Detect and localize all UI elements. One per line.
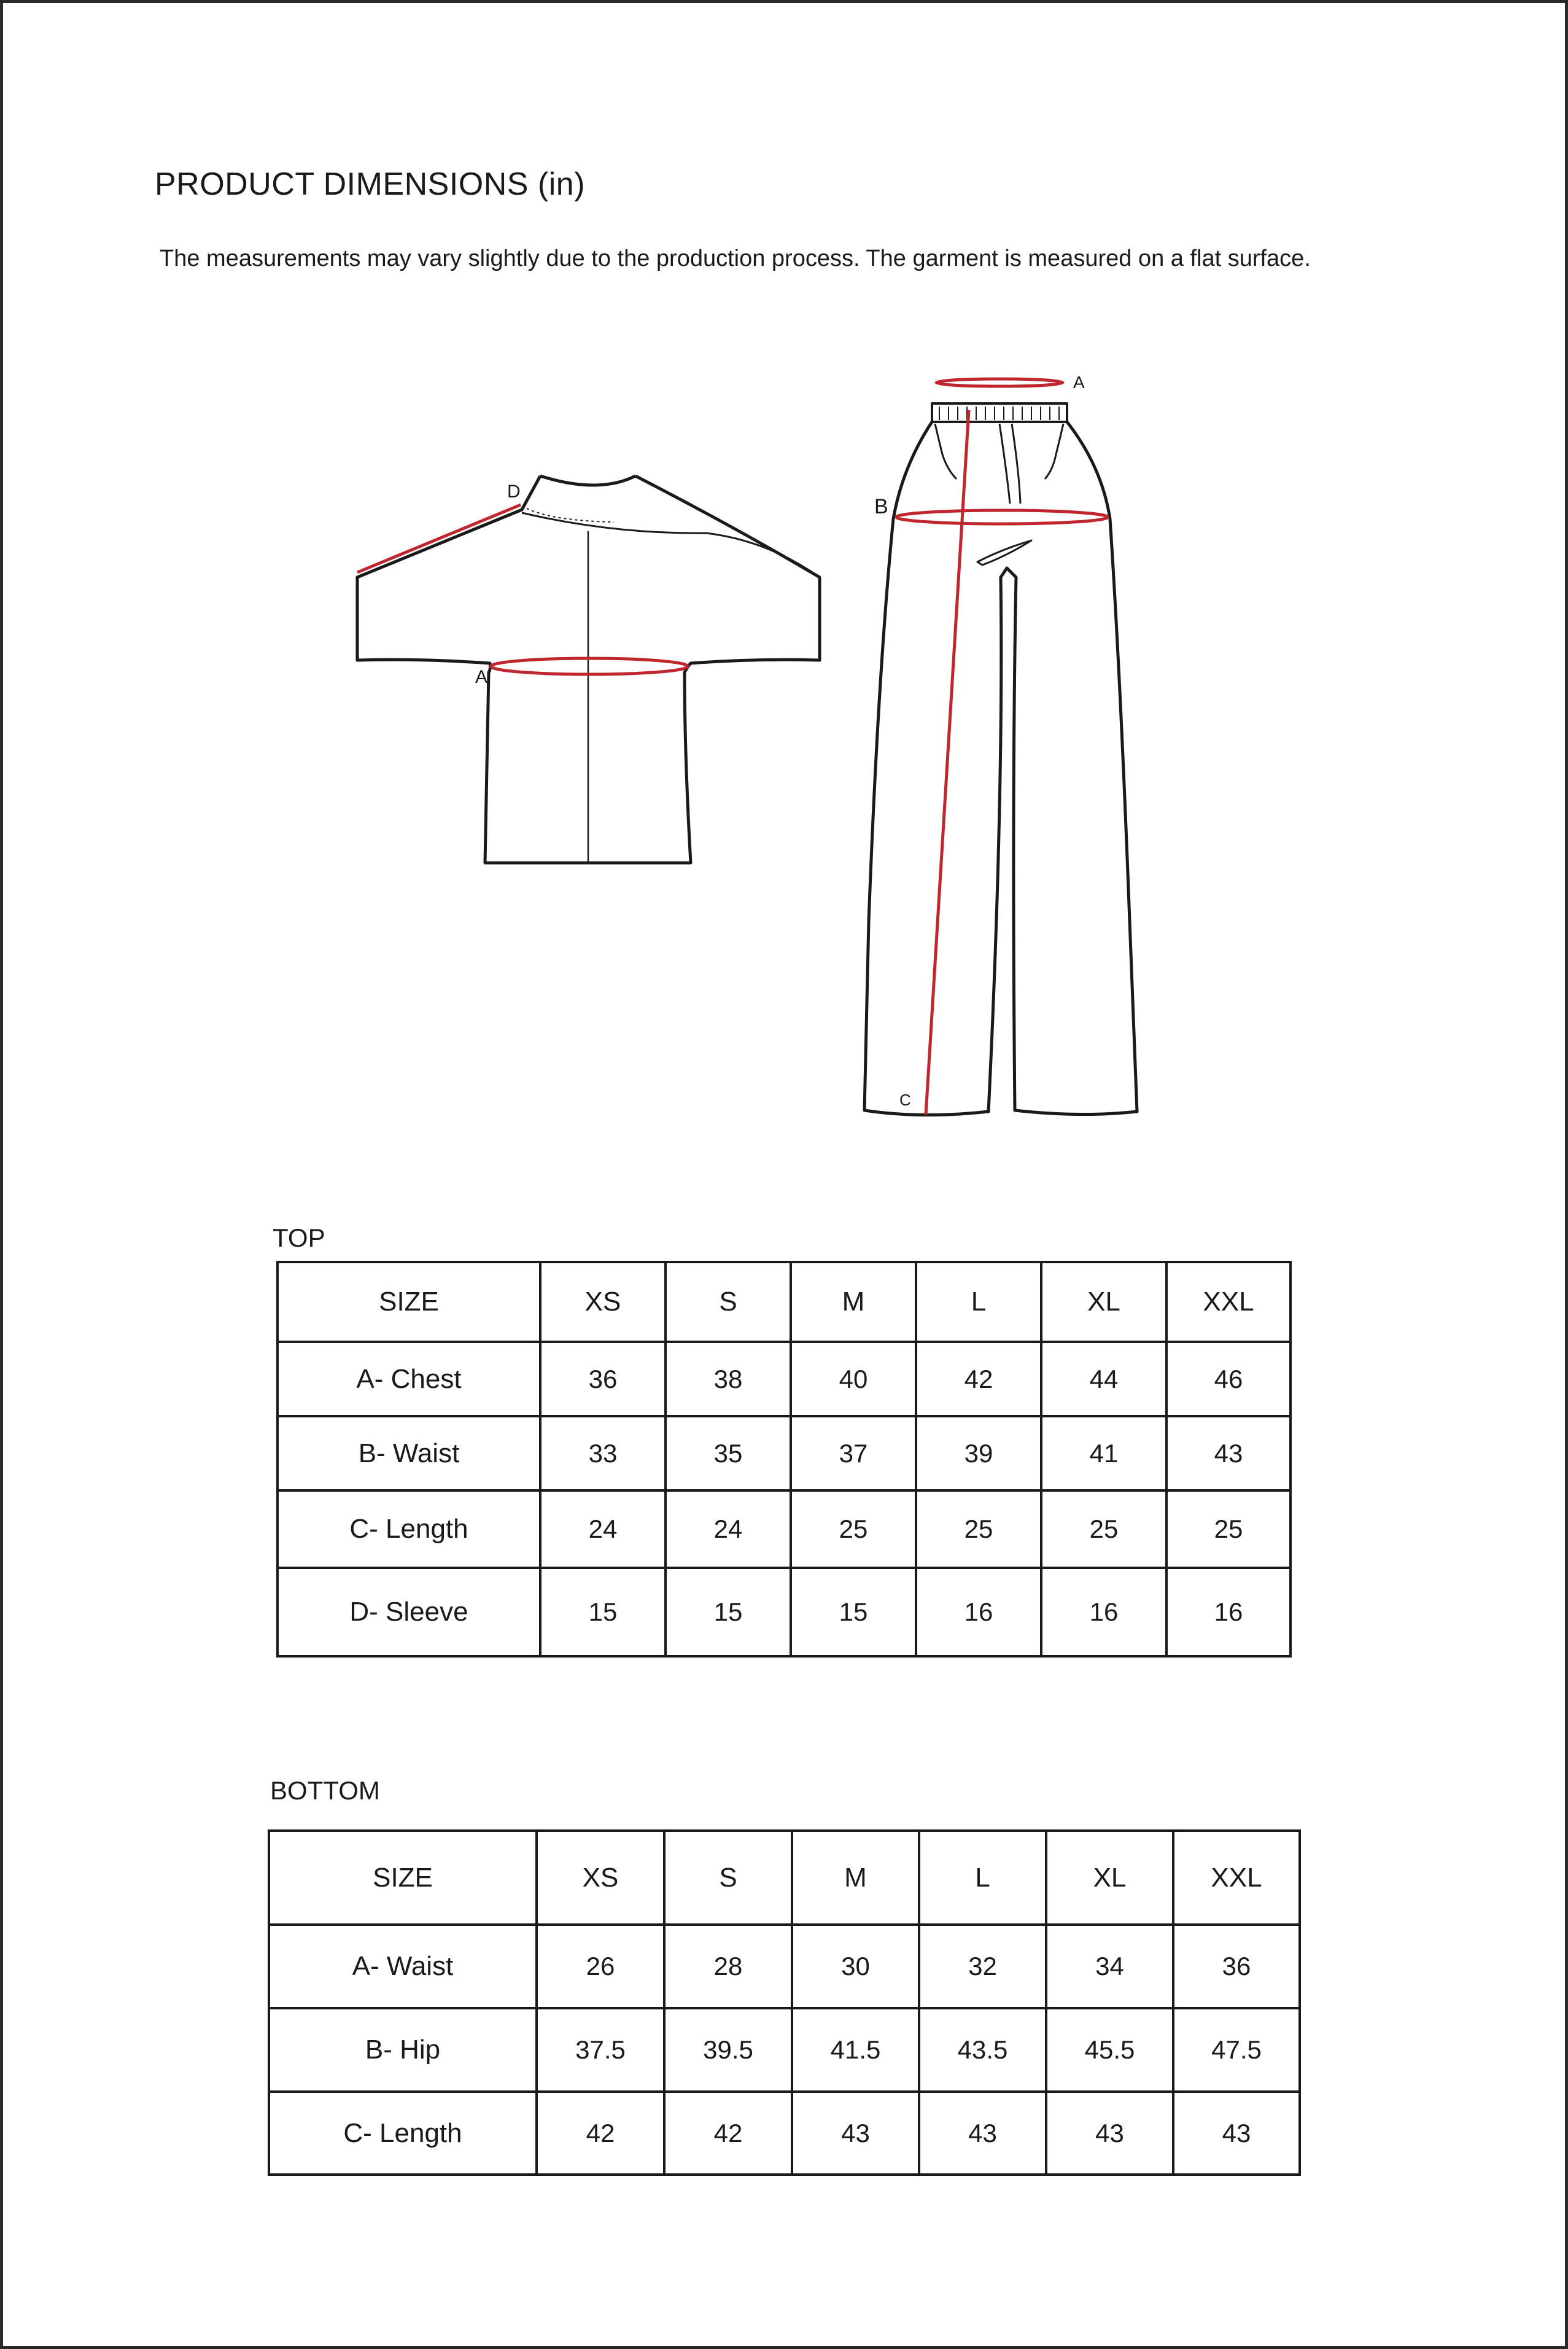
row-label: D- Sleeve xyxy=(278,1568,540,1656)
table-cell: 42 xyxy=(537,2092,664,2175)
table-cell: 34 xyxy=(1046,1925,1173,2008)
header-cell: XXL xyxy=(1166,1262,1290,1342)
table-cell: 16 xyxy=(1166,1568,1290,1656)
row-label: C- Length xyxy=(269,2092,537,2175)
table-row xyxy=(269,2008,1300,2092)
header-cell: XL xyxy=(1041,1262,1166,1342)
top-table-label: TOP xyxy=(273,1223,325,1252)
top-garment-diagram xyxy=(357,476,820,863)
table-cell: 40 xyxy=(791,1342,916,1416)
table-cell: 45.5 xyxy=(1046,2008,1173,2092)
table-cell: 42 xyxy=(916,1342,1041,1416)
row-label: A- Chest xyxy=(278,1342,540,1416)
header-cell: XL xyxy=(1046,1831,1173,1925)
table-cell: 44 xyxy=(1041,1342,1166,1416)
table-header-row xyxy=(269,1831,1300,1925)
table-cell: 25 xyxy=(916,1490,1041,1568)
row-label: B- Hip xyxy=(269,2008,537,2092)
table-cell: 38 xyxy=(666,1342,791,1416)
table-cell: 41 xyxy=(1041,1416,1166,1490)
header-cell: S xyxy=(664,1831,792,1925)
page-subtitle: The measurements may vary slightly due to the production process. The garment is measured on a flat surface. xyxy=(160,246,1311,271)
table-cell: 42 xyxy=(664,2092,792,2175)
table-cell: 15 xyxy=(666,1568,791,1656)
row-label: A- Waist xyxy=(269,1925,537,2008)
bottom-length-measure xyxy=(926,410,969,1115)
row-label: B- Waist xyxy=(278,1416,540,1490)
bottom-label-c: C xyxy=(899,1091,911,1109)
table-cell: 33 xyxy=(540,1416,666,1490)
table-cell: 46 xyxy=(1166,1342,1290,1416)
bottom-waist-measure xyxy=(936,379,1063,386)
header-cell: M xyxy=(791,1262,916,1342)
table-row xyxy=(278,1416,1290,1490)
page-title: PRODUCT DIMENSIONS (in) xyxy=(155,166,586,202)
table-row xyxy=(269,2092,1300,2175)
table-cell: 35 xyxy=(666,1416,791,1490)
table-row xyxy=(278,1490,1290,1568)
header-cell: M xyxy=(792,1831,919,1925)
top-label-d: D xyxy=(507,481,521,502)
header-cell: XXL xyxy=(1173,1831,1300,1925)
table-cell: 28 xyxy=(664,1925,792,2008)
table-cell: 43 xyxy=(1166,1416,1290,1490)
bottom-label-b: B xyxy=(874,495,888,518)
table-cell: 39 xyxy=(916,1416,1041,1490)
table-cell: 15 xyxy=(791,1568,916,1656)
table-cell: 24 xyxy=(540,1490,666,1568)
table-cell: 39.5 xyxy=(664,2008,792,2092)
header-cell: L xyxy=(919,1831,1046,1925)
table-cell: 37.5 xyxy=(537,2008,664,2092)
bottom-label-a: A xyxy=(1073,373,1085,392)
table-cell: 16 xyxy=(916,1568,1041,1656)
header-cell: XS xyxy=(537,1831,664,1925)
table-cell: 37 xyxy=(791,1416,916,1490)
bottom-size-table xyxy=(268,1829,1301,2176)
garment-diagrams xyxy=(0,0,1568,1167)
bottom-hip-measure xyxy=(896,510,1108,524)
table-row xyxy=(269,1925,1300,2008)
top-size-table xyxy=(276,1261,1292,1658)
header-cell: S xyxy=(666,1262,791,1342)
table-cell: 16 xyxy=(1041,1568,1166,1656)
table-row xyxy=(278,1568,1290,1656)
table-cell: 43 xyxy=(792,2092,919,2175)
table-cell: 32 xyxy=(919,1925,1046,2008)
table-cell: 25 xyxy=(791,1490,916,1568)
header-cell: L xyxy=(916,1262,1041,1342)
table-cell: 25 xyxy=(1166,1490,1290,1568)
table-cell: 41.5 xyxy=(792,2008,919,2092)
bottom-table-label: BOTTOM xyxy=(270,1776,380,1805)
table-cell: 30 xyxy=(792,1925,919,2008)
top-sleeve-measure xyxy=(357,505,521,572)
table-cell: 36 xyxy=(540,1342,666,1416)
header-cell: XS xyxy=(540,1262,666,1342)
header-cell: SIZE xyxy=(278,1262,540,1342)
table-cell: 26 xyxy=(537,1925,664,2008)
table-cell: 47.5 xyxy=(1173,2008,1300,2092)
table-cell: 43 xyxy=(919,2092,1046,2175)
top-chest-measure xyxy=(491,658,688,674)
table-row xyxy=(278,1342,1290,1416)
row-label: C- Length xyxy=(278,1490,540,1568)
top-label-a: A xyxy=(475,667,488,687)
table-cell: 15 xyxy=(540,1568,666,1656)
table-cell: 43 xyxy=(1046,2092,1173,2175)
table-cell: 43 xyxy=(1173,2092,1300,2175)
table-cell: 43.5 xyxy=(919,2008,1046,2092)
table-cell: 24 xyxy=(666,1490,791,1568)
table-header-row xyxy=(278,1262,1290,1342)
table-cell: 36 xyxy=(1173,1925,1300,2008)
header-cell: SIZE xyxy=(269,1831,537,1925)
table-cell: 25 xyxy=(1041,1490,1166,1568)
